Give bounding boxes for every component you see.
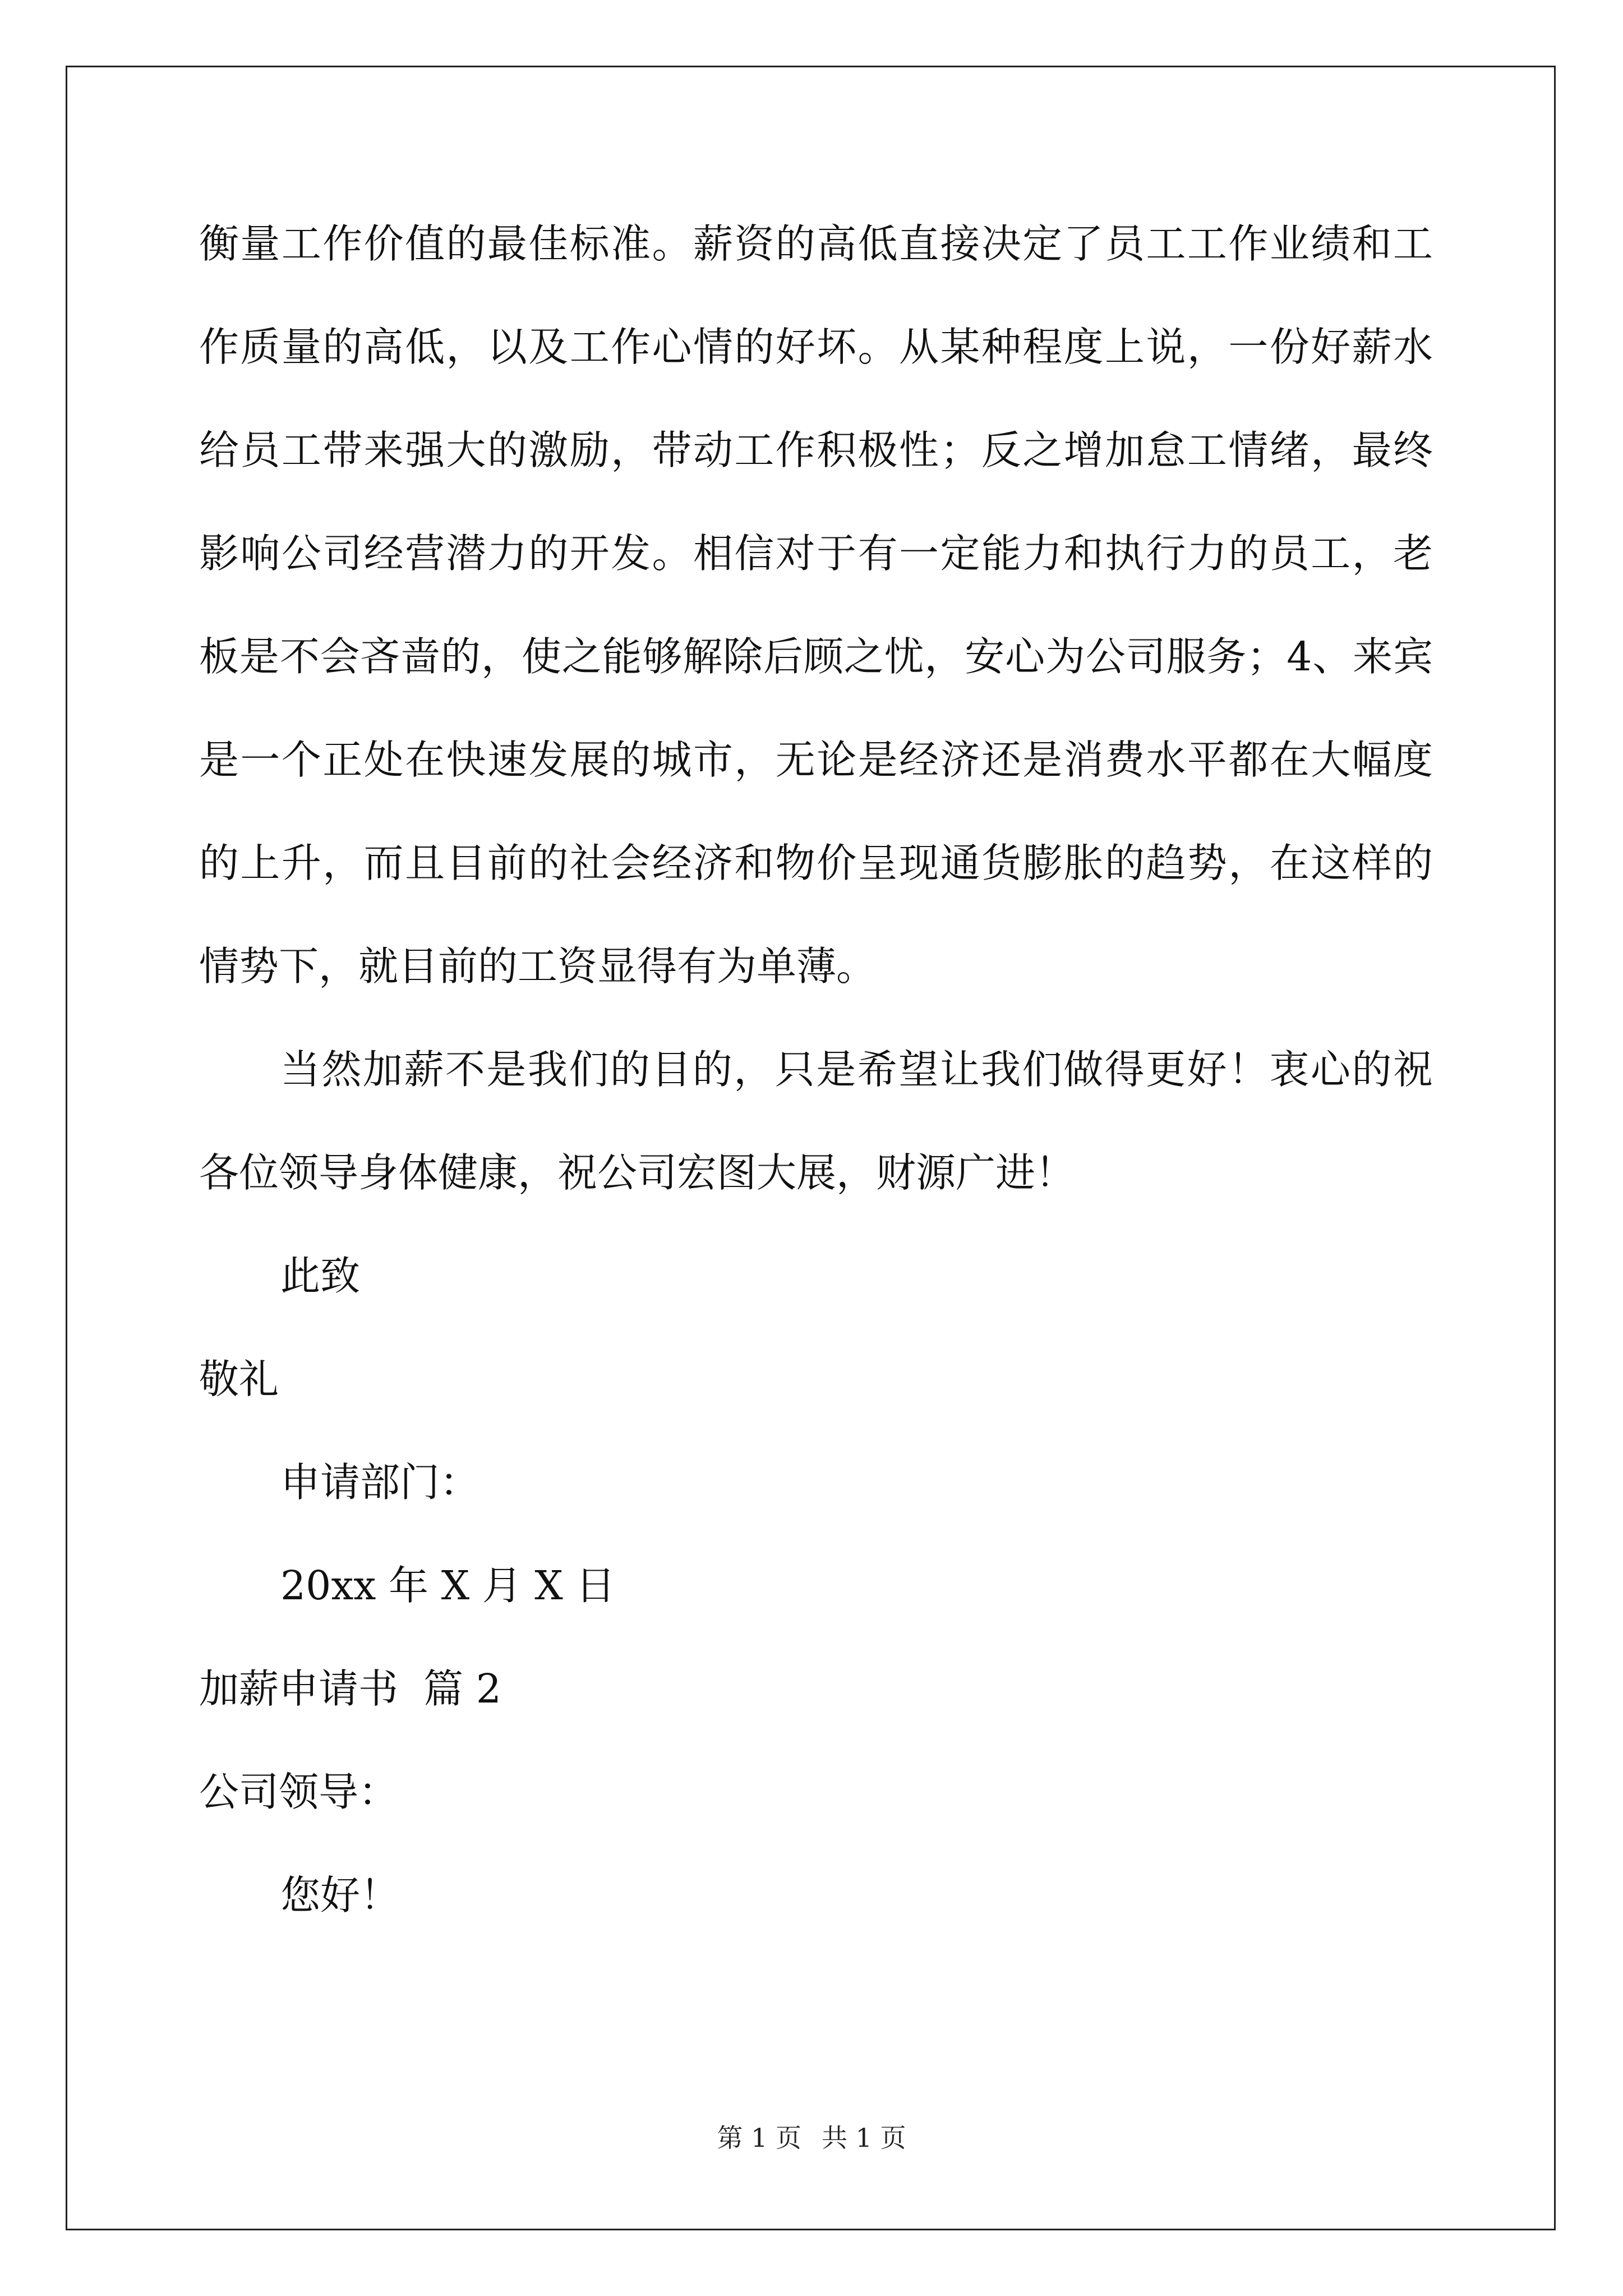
body-line: 各位领导身体健康，祝公司宏图大展，财源广进！ xyxy=(199,1149,1076,1196)
body-line: 影响公司经营潜力的开发。相信对于有一定能力和执行力的员工，老 xyxy=(199,530,1433,577)
closing-text: 此致 xyxy=(280,1253,361,1299)
body-line: 衡量工作价值的最佳标准。薪资的高低直接决定了员工工作业绩和工 xyxy=(199,220,1433,267)
body-line: 的上升，而且目前的社会经济和物价呈现通货膨胀的趋势，在这样的 xyxy=(199,840,1433,886)
date-text: 20xx 年 X 月 X 日 xyxy=(280,1562,616,1609)
greeting-text: 您好！ xyxy=(280,1872,400,1918)
department-label: 申请部门： xyxy=(280,1459,480,1506)
body-line: 情势下，就目前的工资显得有为单薄。 xyxy=(199,943,877,990)
body-line: 当然加薪不是我们的目的，只是希望让我们做得更好！衷心的祝 xyxy=(280,1046,1433,1093)
body-line: 给员工带来强大的激励，带动工作积极性；反之增加怠工情绪，最终 xyxy=(199,427,1433,473)
body-line: 板是不会吝啬的，使之能够解除后顾之忧，安心为公司服务；4、来宾 xyxy=(199,633,1433,680)
page-footer xyxy=(0,2122,1623,2154)
addressee-text: 公司领导： xyxy=(199,1769,399,1815)
section-title: 加薪申请书 篇 2 xyxy=(199,1665,501,1712)
body-line: 是一个正处在快速发展的城市，无论是经济还是消费水平都在大幅度 xyxy=(199,737,1433,783)
body-line: 作质量的高低，以及工作心情的好坏。从某种程度上说，一份好薪水 xyxy=(199,324,1433,370)
page-number: 第 1 页 xyxy=(717,2123,801,2153)
page-total: 共 1 页 xyxy=(822,2123,906,2153)
salute-text: 敬礼 xyxy=(199,1356,279,1402)
